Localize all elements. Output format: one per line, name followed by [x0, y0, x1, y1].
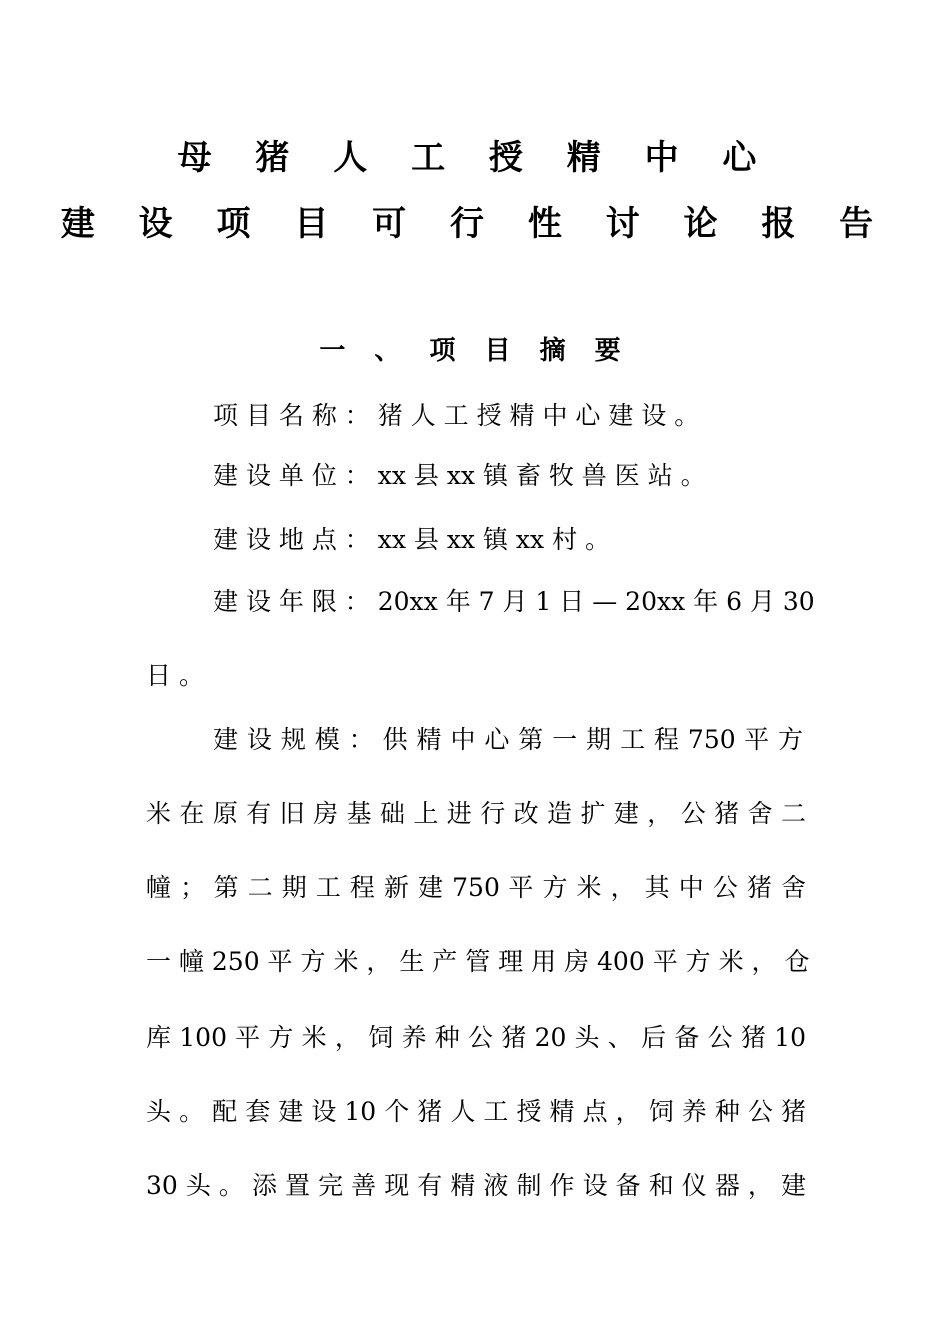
- construction-unit-line: 建 设 单 位 ： xx 县 xx 镇 畜 牧 兽 医 站 。: [213, 461, 706, 490]
- construction-period-line-cont: 日 。: [146, 661, 204, 690]
- title-line-2: 建 设 项 目 可 行 性 讨 论 报 告: [60, 204, 890, 244]
- project-name-line: 项 目 名 称 ： 猪 人 工 授 精 中 心 建 设 。: [213, 401, 700, 430]
- section-heading: 一 、 项 目 摘 要: [319, 336, 631, 366]
- scale-line-6: 头 。 配 套 建 设 10 个 猪 人 工 授 精 点 ， 饲 养 种 公 猪: [146, 1097, 806, 1126]
- scale-line-1: 建 设 规 模 ： 供 精 中 心 第 一 期 工 程 750 平 方: [213, 725, 803, 754]
- scale-line-5: 库 100 平 方 米 ， 饲 养 种 公 猪 20 头 、 后 备 公 猪 10: [146, 1023, 806, 1052]
- scale-line-3: 幢 ； 第 二 期 工 程 新 建 750 平 方 米 ， 其 中 公 猪 舍: [146, 873, 806, 902]
- construction-site-line: 建 设 地 点 ： xx 县 xx 镇 xx 村 。: [213, 525, 611, 554]
- scale-line-4: 一 幢 250 平 方 米 ， 生 产 管 理 用 房 400 平 方 米 ， 仓: [146, 947, 810, 976]
- title-line-1: 母 猪 人 工 授 精 中 心: [177, 138, 773, 178]
- scale-line-7: 30 头 。 添 置 完 善 现 有 精 液 制 作 设 备 和 仪 器 ， 建: [146, 1171, 806, 1200]
- construction-period-line: 建 设 年 限 ： 20xx 年 7 月 1 日 — 20xx 年 6 月 30: [213, 587, 815, 616]
- scale-line-2: 米 在 原 有 旧 房 基 础 上 进 行 改 造 扩 建 ， 公 猪 舍 二: [146, 799, 806, 828]
